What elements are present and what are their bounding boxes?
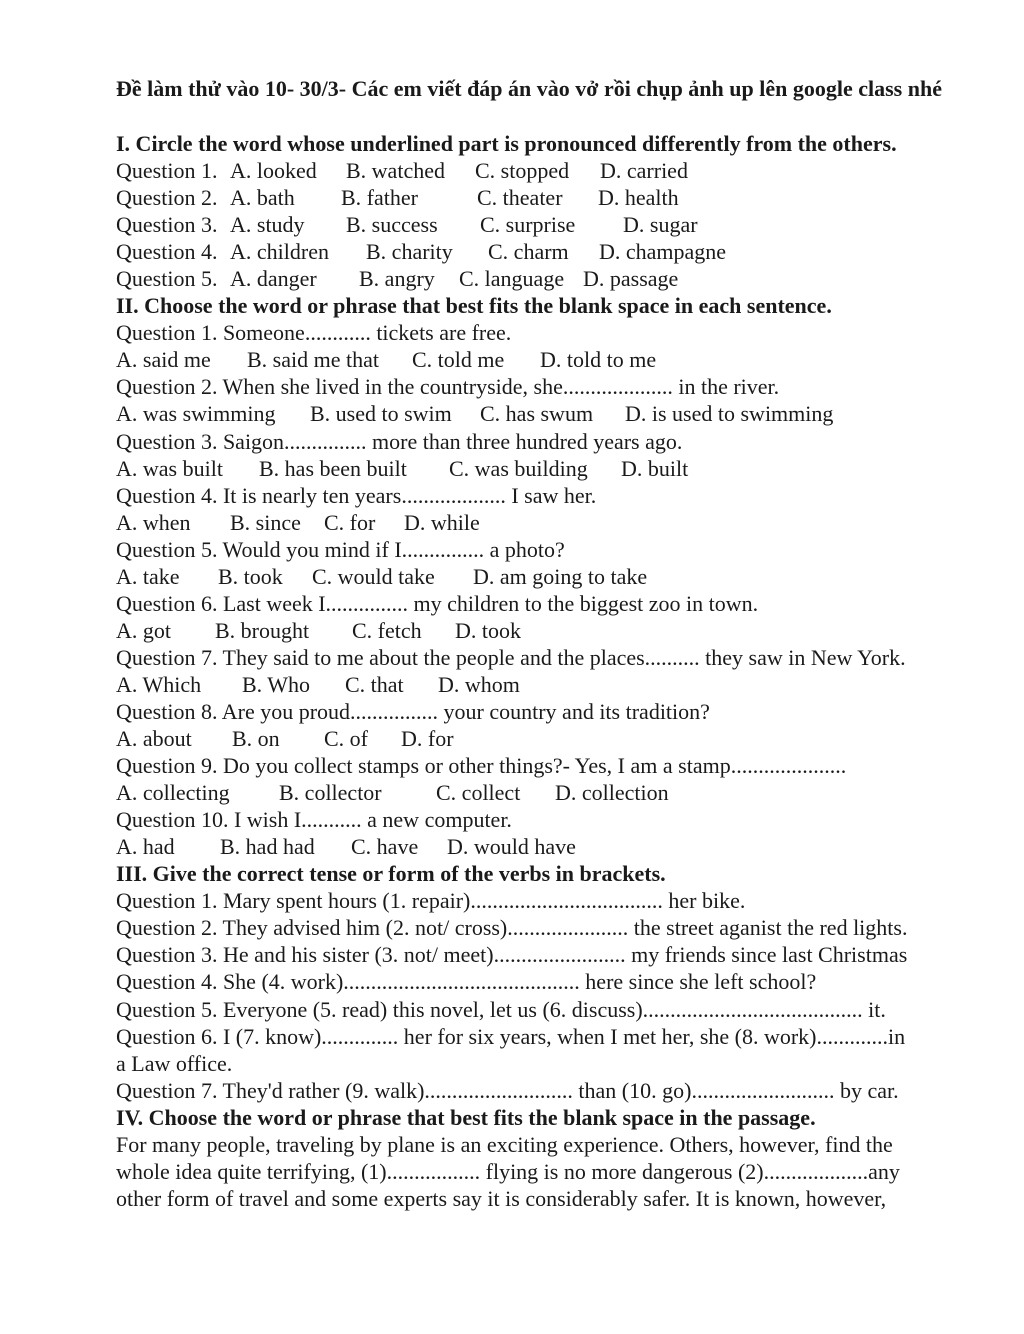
option-b: B. has been built [259,455,407,481]
option-d: D. while [404,509,480,535]
option-b: B. since [230,509,301,535]
option-c: C. charm [488,239,569,265]
option-c: C. theater [477,185,563,211]
s2-question-8-stem: Question 8. Are you proud................ your country and its tradition? [116,698,710,724]
s1-question-2 [116,184,996,211]
option-a: A. was swimming [116,401,276,427]
option-d: D. am going to take [473,563,648,589]
s2-question-7-stem: Question 7. They said to me about the people and the places.......... they saw in New York. [116,644,906,670]
section-1-heading: I. Circle the word whose underlined part is pronounced differently from the others. [116,131,897,156]
passage-line-2: whole idea quite terrifying, (1)................. flying is no more dangerous (2)...................any [116,1158,900,1184]
s1-question-1 [116,157,996,184]
passage-line-1: For many people, traveling by plane is an exciting experience. Others, however, find the [116,1131,893,1157]
option-c: C. was building [449,455,588,481]
s2-question-5-options [116,563,996,590]
s2-question-8-options [116,725,996,752]
question-label: Question 4. [116,239,218,265]
option-b: B. used to swim [310,401,452,427]
option-b: B. Who [242,671,311,697]
option-b: B. charity [366,239,453,265]
s3-line-8: Question 7. They'd rather (9. walk)........................... than (10. go).......................... by car. [116,1077,899,1103]
s2-question-5-stem: Question 5. Would you mind if I............... a photo? [116,536,565,562]
option-d: D. would have [447,834,576,860]
option-a: A. had [116,834,175,860]
option-b: B. angry [359,266,435,292]
s3-line-4: Question 4. She (4. work)........................................... here since she left school? [116,969,817,995]
option-c: C. collect [436,780,521,806]
s2-question-7-options [116,671,996,698]
s3-line-7: a Law office. [116,1050,233,1076]
option-a: A. take [116,563,180,589]
s2-question-10-stem: Question 10. I wish I........... a new computer. [116,807,512,833]
option-c: C. would take [312,563,435,589]
option-a: A. when [116,509,191,535]
s3-line-6: Question 6. I (7. know).............. her for six years, when I met her, she (8. work).............in [116,1023,906,1049]
option-a: A. about [116,726,192,752]
option-c: C. language [459,266,565,292]
s1-question-5 [116,265,996,292]
s3-line-2: Question 2. They advised him (2. not/ cross)...................... the street aganist the red lights. [116,915,908,941]
s2-question-6-options [116,617,996,644]
option-c: C. told me [412,347,505,373]
worksheet-page [116,74,996,1212]
option-c: C. have [351,834,419,860]
option-c: C. surprise [480,212,576,238]
s2-question-2-options [116,400,996,427]
section-3-heading: III. Give the correct tense or form of the verbs in brackets. [116,861,666,887]
option-c: C. has swum [480,401,594,427]
spacer [116,103,996,130]
section-1 [116,130,996,292]
option-d: D. whom [438,671,520,697]
option-b: B. collector [279,780,382,806]
question-label: Question 2. [116,185,218,211]
option-b: B. on [232,726,280,752]
s2-question-4-stem: Question 4. It is nearly ten years................... I saw her. [116,482,597,508]
option-a: A. said me [116,347,211,373]
s3-line-3: Question 3. He and his sister (3. not/ meet)........................ my friends since last Christmas [116,942,908,968]
option-d: D. built [621,455,689,481]
s1-question-3 [116,211,996,238]
option-a: A. got [116,617,171,643]
option-d: D. took [455,617,521,643]
passage-line-3: other form of travel and some experts say it is considerably safer. It is known, however, [116,1185,887,1211]
option-d: D. champagne [599,239,727,265]
section-2-heading: II. Choose the word or phrase that best fits the blank space in each sentence. [116,293,832,319]
option-b: B. father [341,185,418,211]
option-d: D. is used to swimming [625,401,834,427]
question-label: Question 3. [116,212,218,238]
s3-line-5: Question 5. Everyone (5. read) this novel, let us (6. discuss)........................................ it. [116,996,886,1022]
question-label: Question 5. [116,266,218,292]
s2-question-1-stem: Question 1. Someone............ tickets are free. [116,320,512,346]
option-d: D. carried [600,158,688,184]
option-d: D. told to me [540,347,657,373]
option-a: A. children [230,239,329,265]
option-a: A. was built [116,455,223,481]
option-c: C. fetch [352,617,422,643]
option-c: C. for [324,509,376,535]
option-d: D. sugar [623,212,698,238]
option-a: A. bath [230,185,295,211]
s2-question-2-stem: Question 2. When she lived in the countryside, she.................... in the river. [116,374,780,400]
s2-question-6-stem: Question 6. Last week I............... my children to the biggest zoo in town. [116,590,759,616]
option-a: A. looked [230,158,317,184]
option-c: C. of [324,726,368,752]
section-4-heading: IV. Choose the word or phrase that best fits the blank space in the passage. [116,1104,816,1130]
s3-line-1: Question 1. Mary spent hours (1. repair)................................... her bike. [116,888,746,914]
option-c: C. that [345,671,404,697]
option-b: B. took [218,563,283,589]
option-b: B. brought [215,617,310,643]
question-label: Question 1. [116,158,218,184]
s1-question-4 [116,238,996,265]
option-b: B. said me that [247,347,379,373]
option-a: A. danger [230,266,317,292]
option-b: B. success [346,212,438,238]
option-d: D. for [401,726,454,752]
section-2 [116,292,996,860]
option-a: A. collecting [116,780,230,806]
option-d: D. collection [555,780,669,806]
option-d: D. passage [583,266,679,292]
option-d: D. health [598,185,679,211]
s2-question-9-options [116,779,996,806]
s2-question-3-stem: Question 3. Saigon............... more than three hundred years ago. [116,428,683,454]
page-title: Đề làm thử vào 10- 30/3- Các em viết đáp án vào vở rồi chụp ảnh up lên google class nhé [116,76,942,101]
option-a: A. study [230,212,305,238]
option-a: A. Which [116,671,202,697]
option-c: C. stopped [475,158,570,184]
s2-question-4-options [116,509,996,536]
s2-question-3-options [116,455,996,482]
s2-question-1-options [116,346,996,373]
option-b: B. watched [346,158,445,184]
option-b: B. had had [220,834,315,860]
s2-question-10-options [116,833,996,860]
section-4 [116,1104,996,1212]
section-3 [116,860,996,1103]
s2-question-9-stem: Question 9. Do you collect stamps or other things?- Yes, I am a stamp..................... [116,753,847,779]
